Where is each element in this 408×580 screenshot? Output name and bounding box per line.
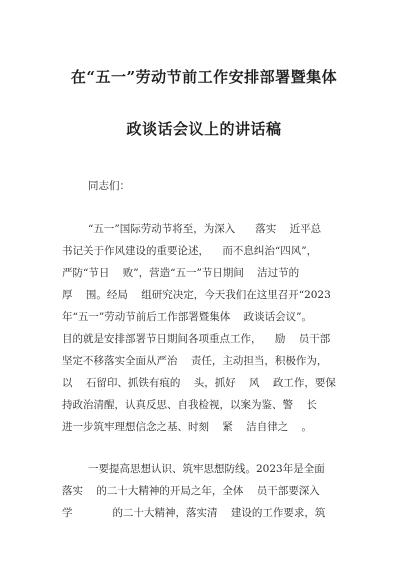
paragraph-1-line: 厚 围。经局 组研究决定，今天我们在这里召开“2023 xyxy=(62,289,331,301)
paragraph-2-line: 落实 的二十大精神的开局之年，全体 员干部要深入 xyxy=(62,485,320,497)
paragraph-1-line: 目的就是安排部署节日期间各项重点工作， 励 员干部 xyxy=(62,333,331,345)
document-title-line-1: 在“五一”劳动节前工作安排部署暨集体 xyxy=(70,68,338,86)
paragraph-1-line: 以 石留印、抓铁有痕的 头，抓好 风 政工作，要保 xyxy=(62,377,336,389)
paragraph-1-line: “五一”国际劳动节将至，为深入 落实 近平总 xyxy=(88,223,322,235)
paragraph-1-line: 进一步筑牢理想信念之基、时刻 紧 洁自律之 。 xyxy=(62,421,313,433)
paragraph-2-line: 学 的二十大精神，落实清 建设的工作要求，筑 xyxy=(62,507,326,519)
paragraph-1-line: 严防“节日 败”，营造“五一”节日期间 洁过节的 xyxy=(62,267,300,279)
paragraph-1-line: 坚定不移落实全面从严治 责任，主动担当，积极作为， xyxy=(62,355,328,367)
salutation: 同志们： xyxy=(88,180,130,192)
paragraph-2-line: 一要提高思想认识、筑牢思想防线。2023年是全面 xyxy=(88,463,325,475)
paragraph-1-line: 持政治清醒，认真反思、自我检视，以案为鉴、警 长 xyxy=(62,399,317,411)
paragraph-1-line: 年“五一”劳动节前后工作部署暨集体 政谈话会议”。 xyxy=(62,311,312,323)
document-title-line-2: 政谈话会议上的讲话稿 xyxy=(126,120,282,138)
paragraph-1-line: 书记关于作风建设的重要论述， 而不息纠治“四风”， xyxy=(62,245,318,257)
